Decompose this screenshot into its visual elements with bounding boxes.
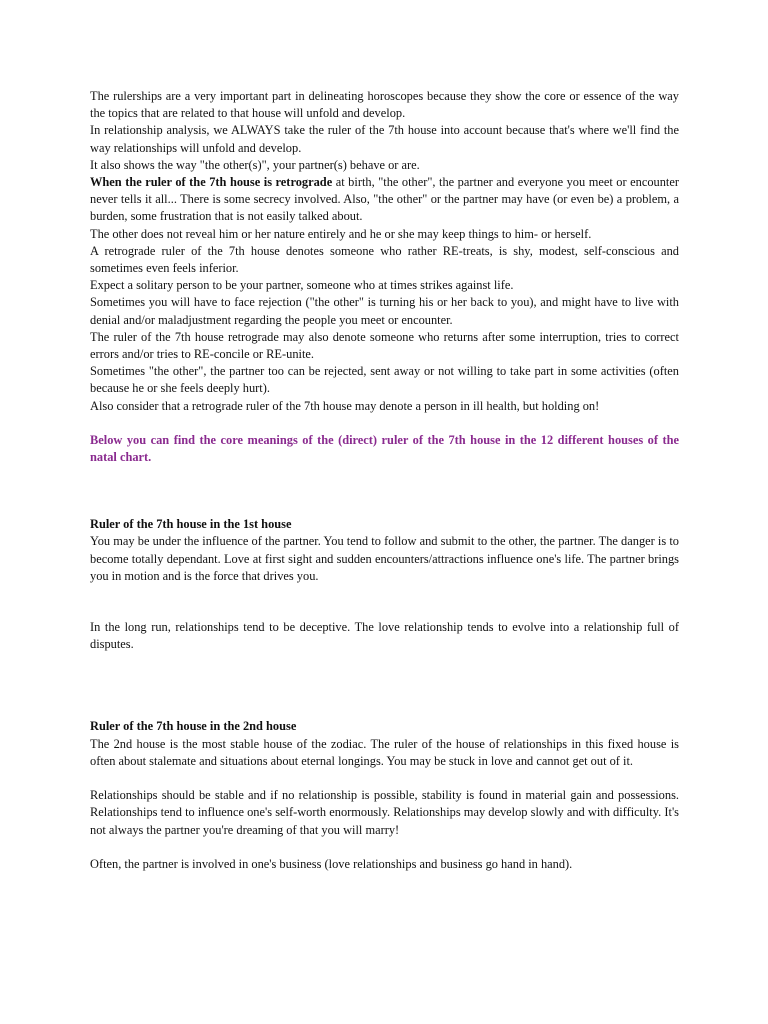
intro-paragraph: The other does not reveal him or her nature entirely and he or she may keep things to him- or herself. <box>90 226 592 241</box>
intro-paragraph: In relationship analysis, we ALWAYS take the ruler of the 7th house into account because that's where we'll find the way relationships will unfold and develop. <box>90 123 679 155</box>
retrograde-paragraph <box>90 174 679 226</box>
section-paragraph: In the long run, relationships tend to be deceptive. The love relationship tends to evolve into a relationship full of disputes. <box>90 620 679 652</box>
section-paragraph: You may be under the influence of the partner. You tend to follow and submit to the other, the partner. The danger is to become totally dependant. Love at first sight and sudden encounters/attractions influence one's life. The partner brings you in motion and is the force that drives you. <box>90 534 679 583</box>
intro-paragraph: A retrograde ruler of the 7th house denotes someone who rather RE-treats, is shy, modest, self-conscious and sometimes even feels inferior. <box>90 243 679 276</box>
section-2nd-house <box>90 718 679 872</box>
intro-paragraph: Sometimes you will have to face rejection ("the other" is turning his or her back to you), and might have to live with denial and/or maladjustment regarding the people you meet or encounter. <box>90 295 679 327</box>
intro-paragraph: Also consider that a retrograde ruler of the 7th house may denote a person in ill health, but holding on! <box>90 398 600 413</box>
intro-paragraph: The ruler of the 7th house retrograde may also denote someone who returns after some interruption, tries to correct errors and/or tries to RE-concile or RE-unite. <box>90 329 679 362</box>
retrograde-text: at birth, "the other", the partner and everyone you meet or encounter never tells it all... There is some secrecy involved. Also, "the other" or the partner may have (or even be) a problem, a burden, some frustration that is not easily talked about. <box>90 175 679 224</box>
section-paragraph: Often, the partner is involved in one's business (love relationships and business go hand in hand). <box>90 856 573 871</box>
section-heading: Ruler of the 7th house in the 1st house <box>90 517 292 532</box>
intro-block <box>90 88 679 415</box>
retrograde-lead: When the ruler of the 7th house is retrograde <box>90 175 333 190</box>
intro-paragraph: It also shows the way "the other(s)", your partner(s) behave or are. <box>90 157 420 172</box>
section-1st-house <box>90 516 679 653</box>
core-meanings-callout: Below you can find the core meanings of the (direct) ruler of the 7th house in the 12 different houses of the natal chart. <box>90 432 679 465</box>
section-paragraph: Relationships should be stable and if no relationship is possible, stability is found in material gain and possessions. Relationships tend to influence one's self-worth enormously. Relationships may develop slowly and with difficulty. It's not always the partner you're dreaming of that you will marry! <box>90 788 679 837</box>
intro-paragraph: The rulerships are a very important part in delineating horoscopes because they show the core or essence of the way the topics that are related to that house will unfold and develop. <box>90 89 679 121</box>
section-paragraph: The 2nd house is the most stable house of the zodiac. The ruler of the house of relationships in this fixed house is often about stalemate and situations about eternal longings. You may be stuck in love and cannot get out of it. <box>90 736 679 768</box>
section-heading: Ruler of the 7th house in the 2nd house <box>90 719 297 734</box>
intro-paragraph: Expect a solitary person to be your partner, someone who at times strikes against life. <box>90 278 514 293</box>
intro-paragraph: Sometimes "the other", the partner too can be rejected, sent away or not willing to take part in some activities (often because he or she feels deeply hurt). <box>90 364 679 396</box>
